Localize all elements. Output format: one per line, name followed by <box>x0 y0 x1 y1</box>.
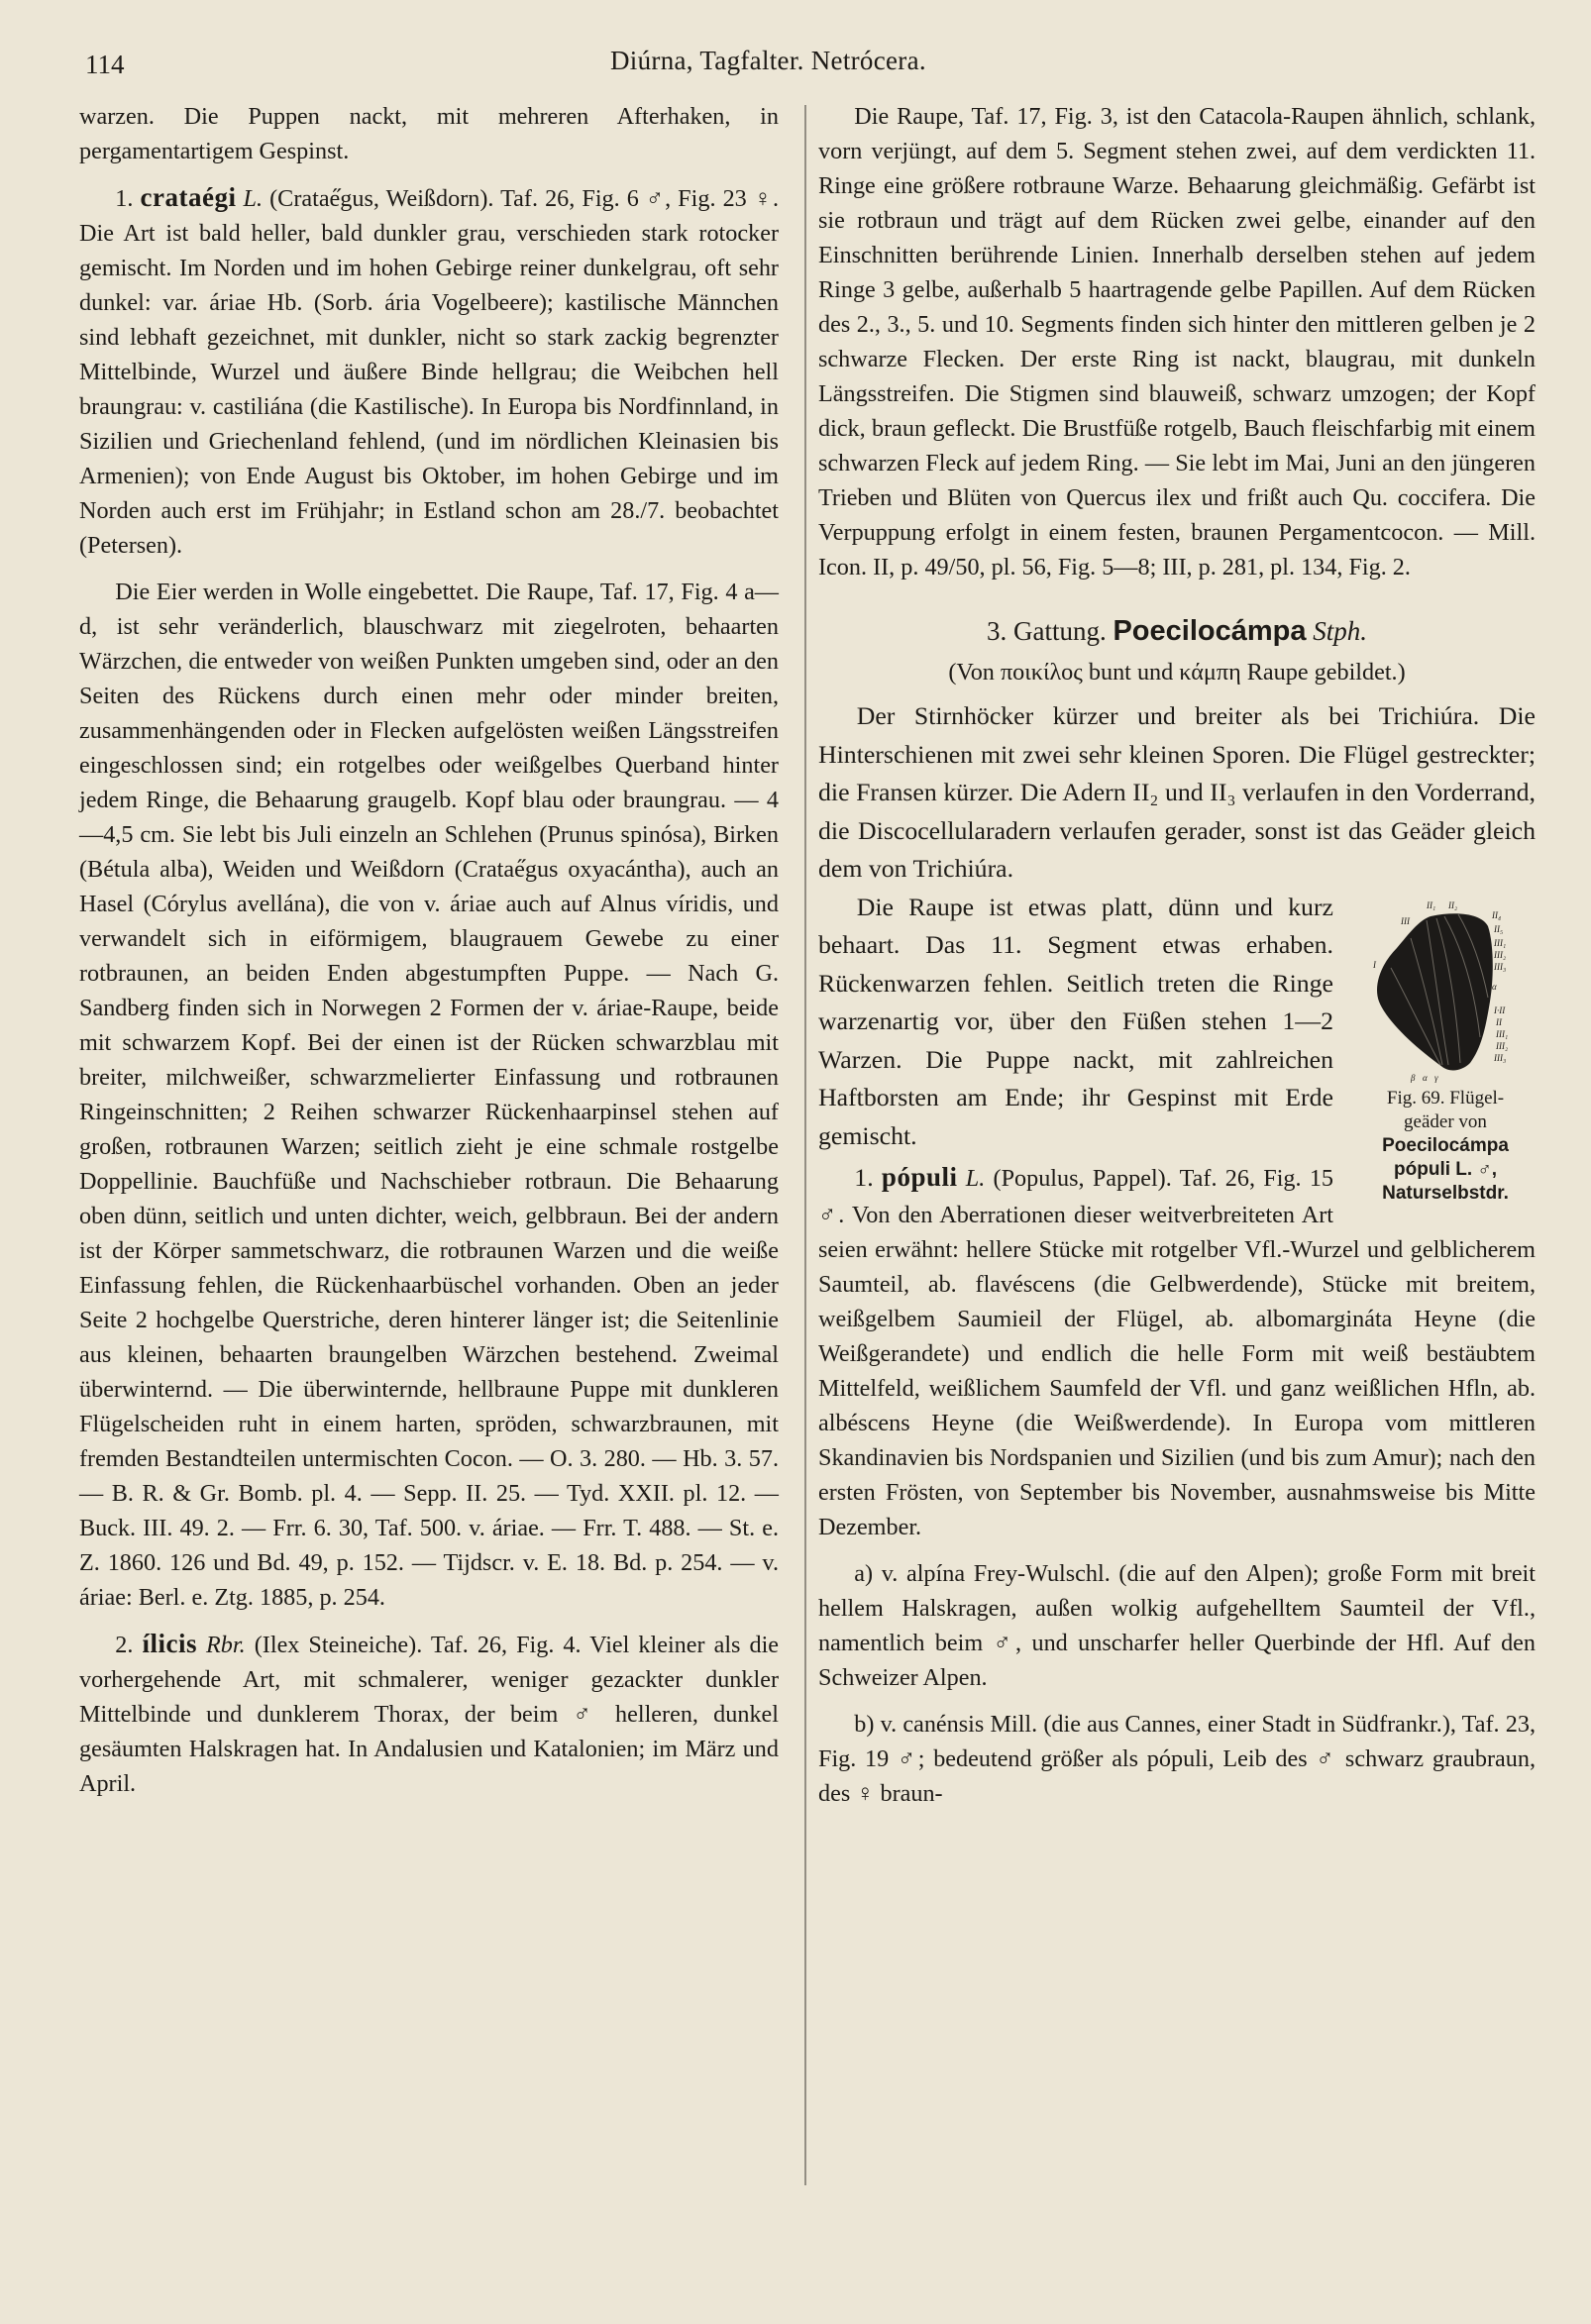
svg-text:II: II <box>1496 1016 1502 1027</box>
variety-canensis: b) v. canénsis Mill. (die aus Cannes, einer Stadt in Südfrankr.), Taf. 23, Fig. 19 ♂; bedeutend größer als pópuli, Leib des ♂ schwarz graubraun, des ♀ braun- <box>818 1710 1536 1807</box>
genus-heading <box>818 614 1536 649</box>
genus-name: Poecilocámpa <box>1113 615 1307 647</box>
svg-text:III₁: III₁ <box>1494 937 1507 948</box>
genus-etymology: (Von ποικίλος bunt und κάμπη Raupe gebildet.) <box>948 659 1406 686</box>
species-text: (Populus, Pappel). Taf. 26, Fig. 15 ♂. Von den Aberrationen dieser weitverbreiteten Art seien erwähnt: hellere Stücke mit rotgelber Vfl.-Wurzel und gelblicherem Saumteil, ab. flavéscens (die Gelbwerdende), Stücke mit breitem, weißgelbem Saumieil der Flügel, ab. albomargináta Heyne (die Weißgerandete) und endlich die helle Form mit weiß bestäubtem Mittelfeld, weißlichem Saumfeld der Vfl. und ganz weißlichen Hfln, ab. albéscens Heyne (die Weißwerdende). In Europa vom mittleren Skandinavien bis Nordspanien und Sizilien (und bis zum Amur); nach den ersten Frösten, von September bis November, ausnahmsweise bis Mitte Dezember. <box>818 1165 1536 1540</box>
svg-text:III₁: III₁ <box>1496 1028 1509 1039</box>
svg-text:III₂: III₂ <box>1494 949 1507 960</box>
genus-author: Stph. <box>1313 616 1368 646</box>
species-number: 1. <box>854 1163 874 1192</box>
svg-text:III₃: III₃ <box>1494 1052 1507 1063</box>
species-entry-populi <box>818 1159 1536 1544</box>
species-name: crataégi <box>140 182 237 212</box>
svg-text:β: β <box>1411 1072 1416 1083</box>
svg-text:II₄: II₄ <box>1492 909 1502 920</box>
species-text: (Cratae̋gus, Weißdorn). Taf. 26, Fig. 6 ♂, Fig. 23 ♀. Die Art ist bald heller, bald dunkler grau, verschieden stark rotocker gemischt. Im Norden und im hohen Gebirge reiner dunkelgrau, oft sehr dunkel: var. áriae Hb. (Sorb. ária Vogelbeere); kastilische Männchen sind lebhaft gezeichnet, mit dunkler, nicht so stark zackig begrenzter Mittelbinde, Wurzel und äußere Binde hellgrau; die Weibchen hell braungrau: v. castiliána (die Kastilische). In Europa bis Nordfinnland, in Sizilien und Griechenland fehlend, (und im nördlichen Kleinasien bis Armenien); von Ende August bis Oktober, im hohen Gebirge und im Norden auch erst im Frühjahr; in Estland schon am 28./7. beobachtet (Petersen). <box>79 185 780 559</box>
species-author: L. <box>965 1165 986 1192</box>
left-column <box>79 99 779 1801</box>
wing-venation-figure <box>1347 898 1543 1206</box>
svg-text:γ: γ <box>1434 1072 1438 1083</box>
svg-text:III₃: III₃ <box>1494 961 1507 972</box>
paragraph-genus-description: Der Stirnhöcker kürzer und breiter als bei Trichiúra. Die Hinterschienen mit zwei sehr kleinen Sporen. Die Flügel gestreckter; die Fransen kürzer. Die Adern II₂ und II₃ verlaufen in den Vorderrand, die Discocellularadern verlaufen gerader, sonst ist das Geäder gleich dem von Trichiúra. <box>818 701 1536 883</box>
species-text: (Ilex Steineiche). Taf. 26, Fig. 4. Viel kleiner als die vorhergehende Art, mit schmalerer, weniger gezackter dunkler Mittelbinde und dunklerem Thorax, der beim ♂ helleren, dunkel gesäumten Halskragen hat. In Andalusien und Katalonien; im März und April. <box>79 1632 780 1797</box>
figure-caption: Fig. 69. Flügel- geäder von Poecilocámpa pópuli L. ♂, Naturselbstdr. <box>1382 1087 1509 1204</box>
paragraph-caterpillar-ilicis: Die Raupe, Taf. 17, Fig. 3, ist den Catacola-Raupen ähnlich, schlank, vorn verjüngt, auf dem 5. Segment stehen zwei, auf dem verdickten 11. Ringe eine größere rotbraune Warze. Behaarung gleichmäßig. Gefärbt ist sie rotbraun und trägt auf dem Rücken zwei gelbe, einander auf den Einschnitten berührende Linien. Innerhalb derselben stehen auf jedem Ringe 3 gelbe, außerhalb 5 haartragende gelbe Papillen. Auf dem Rücken des 2., 3., 5. und 10. Segments finden sich hinter den mittleren gelben je 2 schwarze Flecken. Der erste Ring ist nackt, blaugrau, mit dunkeln Längsstreifen. Die Stigmen sind blauweiß, schwarz umzogen; der Kopf dick, braun gefleckt. Die Brustfüße rotgelb, Bauch fleischfarbig mit einem schwarzen Fleck auf jedem Ring. — Sie lebt im Mai, Juni an den jüngeren Trieben und Blüten von Quercus ilex und frißt auch Qu. coccifera. Die Verpuppung erfolgt in einem festen, braunen Pergamentcocon. — Mill. Icon. II, p. 49/50, pl. 56, Fig. 5—8; III, p. 281, pl. 134, Fig. 2. <box>818 103 1536 581</box>
svg-text:α: α <box>1492 981 1497 992</box>
running-title: Diúrna, Tagfalter. Netrócera. <box>610 46 926 75</box>
variety-alpina: a) v. alpína Frey-Wulschl. (die auf den Alpen); große Form mit breit hellem Halskragen, außen wolkig aufgehelltem Saumteil der Vfl., namentlich beim ♂, und unscharfer heller Querbinde der Hfl. Auf den Schweizer Alpen. <box>818 1559 1536 1691</box>
wing-venation-illustration <box>1371 898 1520 1087</box>
paragraph-pupa-continuation: warzen. Die Puppen nackt, mit mehreren Afterhaken, in pergamentartigem Gespinst. <box>79 103 779 164</box>
svg-text:I·II: I·II <box>1494 1004 1506 1015</box>
paragraph-caterpillar-crataegi: Die Eier werden in Wolle eingebettet. Die Raupe, Taf. 17, Fig. 4 a—d, ist sehr veränderlich, blauschwarz mit ziegelroten, behaarten Wärzchen, die entweder von weißen Punkten umgeben sind, oder an den Seiten des Rückens durch einen mehr oder minder breiten, zusammenhängenden oder in Flecken aufgelösten weißen Längsstreifen eingeschlossen sind; ein rotgelbes oder weißgelbes Querband hinter jedem Ringe, die Behaarung graugelb. Kopf blau oder braungrau. — 4—4,5 cm. Sie lebt bis Juli einzeln an Schlehen (Prunus spinósa), Birken (Bétula alba), Weiden und Weißdorn (Cratae̋gus oxyacántha), auch an Hasel (Córylus avellána), die von v. áriae auch auf Alnus víridis, und verwandelt sich in eiförmigem, blaugrauem Gewebe zu einer rotbraunen, an beiden Enden abgestumpften Puppe. — Nach G. Sandberg finden sich in Norwegen 2 Formen der v. áriae-Raupe, beide mit schwarzem Kopf. Bei der einen ist der Rücken schwarzblau mit breiter, milchweißer, schwarzmelierter Einfassung und rotbraunen Ringeinschnitten; 2 Reihen schwarzer Rückenhaarpinsel stehen auf großen, rotbraunen Warzen; seitlich zieht je eine schmale rostgelbe Doppellinie. Bauchfüße und Nachschieber rotbraun. Die Behaarung oben dünn, seitlich und unten dichter, weich, gelbbraun. Bei der andern ist der Körper sammetschwarz, die rotbraunen Warzen und die weiße Einfassung fehlen, die Rückenhaarbüschel vorhanden. Oben an jeder Seite 2 hochgelbe Querstriche, deren hinterer länger ist; die Seitenlinie aus kleinen, behaarten braungelben Wärzchen bestehend. Zweimal überwinternd. — Die überwinternde, hellbraune Puppe mit dunkleren Flügelscheiden ruht in einem harten, spröden, schwarzbraunen, mit fremden Bestandteilen untermischten Cocon. — O. 3. 280. — Hb. 3. 57. — B. R. & Gr. Bomb. pl. 4. — Sepp. II. 25. — Tyd. XXII. pl. 12. — Buck. III. 49. 2. — Frr. 6. 30, Taf. 500. v. áriae. — Frr. T. 488. — St. e. Z. 1860. 126 und Bd. 49, p. 152. — Tijdscr. v. E. 18. Bd. p. 254. — v. áriae: Berl. e. Ztg. 1885, p. 254. <box>79 579 779 1611</box>
species-name: ílicis <box>142 1629 197 1658</box>
svg-text:III: III <box>1401 915 1410 926</box>
svg-text:II₂: II₂ <box>1448 899 1458 910</box>
running-header <box>0 44 1591 83</box>
svg-text:α: α <box>1423 1072 1428 1083</box>
svg-text:III₂: III₂ <box>1496 1040 1509 1051</box>
species-number: 2. <box>115 1632 134 1658</box>
page-number: 114 <box>85 50 125 79</box>
species-number: 1. <box>115 185 134 212</box>
svg-text:II₁: II₁ <box>1427 899 1436 910</box>
species-entry-ilicis <box>79 1627 779 1801</box>
genus-number: 3. Gattung. <box>986 616 1107 646</box>
species-name: pópuli <box>881 1162 958 1192</box>
svg-text:II₅: II₅ <box>1494 923 1504 934</box>
species-author: L. <box>243 185 264 212</box>
svg-text:I: I <box>1373 959 1376 970</box>
paragraph-genus-caterpillar: Die Raupe ist etwas platt, dünn und kurz behaart. Das 11. Segment etwas erhaben. Rückenwarzen fehlen. Seitlich treten die Ringe warzenartig vor, über den Füßen stehen 1—2 Warzen. Die Puppe nackt, mit zahlreichen Haftborsten am Ende; ihr Gespinst mit Erde gemischt. <box>818 892 1333 1150</box>
species-entry-crataegi <box>79 180 779 563</box>
species-author: Rbr. <box>206 1632 246 1658</box>
right-column <box>818 99 1536 1811</box>
column-divider <box>804 105 806 2185</box>
